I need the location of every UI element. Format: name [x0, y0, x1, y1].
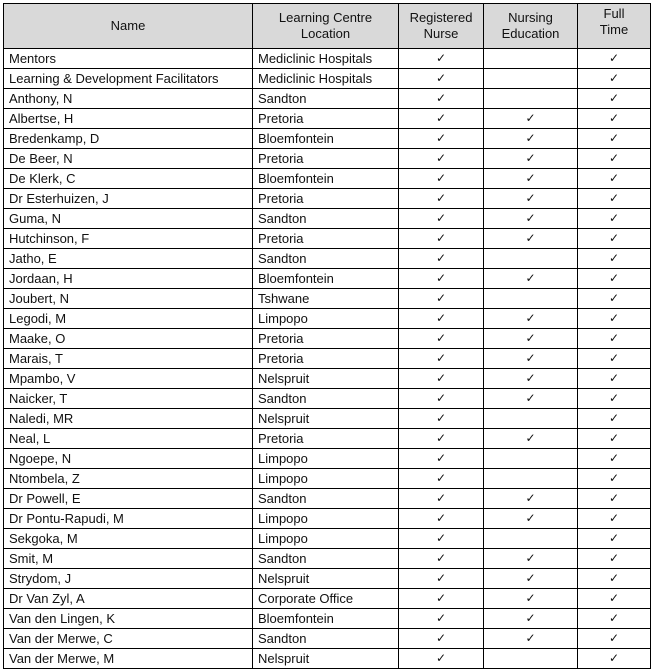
cell-registered-nurse [399, 609, 484, 629]
checkmark-icon: ✓ [525, 311, 536, 325]
checkmark-icon: ✓ [435, 451, 447, 465]
cell-full-time [578, 109, 651, 129]
cell-name: Mpambo, V [4, 369, 253, 389]
cell-name: Albertse, H [4, 109, 253, 129]
checkmark-icon: ✓ [525, 231, 536, 245]
table-row [4, 609, 651, 629]
checkmark-icon: ✓ [608, 331, 620, 345]
cell-full-time [578, 449, 651, 469]
checkmark-icon: ✓ [525, 191, 536, 205]
table-row [4, 89, 651, 109]
table-row [4, 549, 651, 569]
checkmark-icon: ✓ [435, 651, 447, 665]
cell-registered-nurse [399, 389, 484, 409]
checkmark-icon: ✓ [525, 131, 536, 145]
checkmark-icon: ✓ [435, 151, 447, 165]
checkmark-icon: ✓ [608, 111, 620, 125]
cell-location: Mediclinic Hospitals [253, 49, 399, 69]
cell-location: Pretoria [253, 109, 399, 129]
cell-name: Ngoepe, N [4, 449, 253, 469]
header-ne-line-2: Education [501, 26, 560, 41]
cell-nursing-education [484, 489, 578, 509]
checkmark-icon: ✓ [435, 591, 447, 605]
cell-nursing-education [484, 509, 578, 529]
checkmark-icon: ✓ [608, 191, 620, 205]
cell-location: Limpopo [253, 309, 399, 329]
cell-nursing-education [484, 629, 578, 649]
checkmark-icon: ✓ [608, 571, 620, 585]
cell-full-time [578, 69, 651, 89]
table-row [4, 449, 651, 469]
cell-registered-nurse [399, 329, 484, 349]
cell-full-time [578, 409, 651, 429]
table-row [4, 249, 651, 269]
cell-full-time [578, 629, 651, 649]
checkmark-icon: ✓ [435, 571, 447, 585]
checkmark-icon: ✓ [608, 251, 620, 265]
cell-nursing-education [484, 369, 578, 389]
cell-name: Sekgoka, M [4, 529, 253, 549]
cell-location: Nelspruit [253, 569, 399, 589]
cell-full-time [578, 649, 651, 669]
cell-nursing-education [484, 229, 578, 249]
cell-nursing-education [484, 329, 578, 349]
cell-full-time [578, 429, 651, 449]
checkmark-icon: ✓ [525, 271, 536, 285]
cell-registered-nurse [399, 629, 484, 649]
cell-registered-nurse [399, 249, 484, 269]
table-row [4, 569, 651, 589]
header-ne-line-1: Nursing [508, 10, 553, 25]
checkmark-icon: ✓ [608, 391, 620, 405]
checkmark-icon: ✓ [435, 251, 447, 265]
cell-location: Bloemfontein [253, 609, 399, 629]
table-header [4, 4, 651, 49]
cell-location: Sandton [253, 209, 399, 229]
checkmark-icon: ✓ [435, 331, 447, 345]
cell-location: Sandton [253, 89, 399, 109]
cell-nursing-education [484, 269, 578, 289]
cell-name: De Beer, N [4, 149, 253, 169]
checkmark-icon: ✓ [525, 571, 536, 585]
cell-registered-nurse [399, 409, 484, 429]
cell-nursing-education [484, 89, 578, 109]
cell-full-time [578, 389, 651, 409]
cell-name: Dr Esterhuizen, J [4, 189, 253, 209]
checkmark-icon: ✓ [525, 511, 536, 525]
cell-name: Maake, O [4, 329, 253, 349]
checkmark-icon: ✓ [608, 51, 620, 65]
checkmark-icon: ✓ [435, 471, 447, 485]
cell-location: Tshwane [253, 289, 399, 309]
checkmark-icon: ✓ [608, 511, 620, 525]
cell-nursing-education [484, 309, 578, 329]
cell-location: Limpopo [253, 509, 399, 529]
cell-registered-nurse [399, 569, 484, 589]
checkmark-icon: ✓ [435, 131, 447, 145]
cell-name: Van der Merwe, C [4, 629, 253, 649]
checkmark-icon: ✓ [435, 91, 447, 105]
cell-registered-nurse [399, 149, 484, 169]
checkmark-icon: ✓ [435, 411, 447, 425]
cell-location: Sandton [253, 629, 399, 649]
table-row [4, 329, 651, 349]
cell-nursing-education [484, 249, 578, 269]
cell-location: Limpopo [253, 529, 399, 549]
table-row [4, 69, 651, 89]
checkmark-icon: ✓ [608, 211, 620, 225]
cell-full-time [578, 229, 651, 249]
cell-registered-nurse [399, 549, 484, 569]
cell-registered-nurse [399, 69, 484, 89]
cell-nursing-education [484, 149, 578, 169]
cell-location: Sandton [253, 389, 399, 409]
checkmark-icon: ✓ [435, 111, 447, 125]
checkmark-icon: ✓ [525, 371, 536, 385]
cell-name: Naicker, T [4, 389, 253, 409]
checkmark-icon: ✓ [435, 211, 447, 225]
cell-location: Limpopo [253, 449, 399, 469]
cell-registered-nurse [399, 189, 484, 209]
checkmark-icon: ✓ [525, 391, 536, 405]
checkmark-icon: ✓ [525, 151, 536, 165]
cell-full-time [578, 349, 651, 369]
cell-name: Smit, M [4, 549, 253, 569]
cell-location: Sandton [253, 549, 399, 569]
cell-name: Guma, N [4, 209, 253, 229]
cell-full-time [578, 189, 651, 209]
checkmark-icon: ✓ [435, 371, 447, 385]
cell-registered-nurse [399, 129, 484, 149]
table-row [4, 629, 651, 649]
checkmark-icon: ✓ [435, 71, 447, 85]
table-row [4, 369, 651, 389]
cell-full-time [578, 569, 651, 589]
cell-nursing-education [484, 569, 578, 589]
checkmark-icon: ✓ [608, 171, 620, 185]
table-row [4, 489, 651, 509]
checkmark-icon: ✓ [608, 531, 620, 545]
table-row [4, 149, 651, 169]
cell-registered-nurse [399, 509, 484, 529]
cell-nursing-education [484, 389, 578, 409]
cell-registered-nurse [399, 529, 484, 549]
checkmark-icon: ✓ [435, 631, 447, 645]
checkmark-icon: ✓ [435, 171, 447, 185]
cell-nursing-education [484, 409, 578, 429]
cell-registered-nurse [399, 469, 484, 489]
cell-name: Strydom, J [4, 569, 253, 589]
cell-name: Hutchinson, F [4, 229, 253, 249]
cell-location: Sandton [253, 489, 399, 509]
checkmark-icon: ✓ [435, 271, 447, 285]
cell-full-time [578, 529, 651, 549]
cell-full-time [578, 309, 651, 329]
cell-nursing-education [484, 289, 578, 309]
table-row [4, 309, 651, 329]
cell-location: Limpopo [253, 469, 399, 489]
checkmark-icon: ✓ [435, 551, 447, 565]
cell-name: Ntombela, Z [4, 469, 253, 489]
checkmark-icon: ✓ [435, 491, 447, 505]
cell-location: Pretoria [253, 329, 399, 349]
checkmark-icon: ✓ [435, 531, 447, 545]
cell-full-time [578, 549, 651, 569]
cell-full-time [578, 329, 651, 349]
cell-name: Dr Van Zyl, A [4, 589, 253, 609]
column-header-full-time [578, 4, 651, 49]
cell-name: Neal, L [4, 429, 253, 449]
cell-full-time [578, 369, 651, 389]
cell-registered-nurse [399, 109, 484, 129]
checkmark-icon: ✓ [608, 91, 620, 105]
checkmark-icon: ✓ [608, 451, 620, 465]
cell-location: Bloemfontein [253, 129, 399, 149]
table-row [4, 129, 651, 149]
cell-name: Van den Lingen, K [4, 609, 253, 629]
cell-full-time [578, 489, 651, 509]
table-body [4, 49, 651, 669]
table-row [4, 229, 651, 249]
cell-registered-nurse [399, 369, 484, 389]
checkmark-icon: ✓ [608, 131, 620, 145]
header-row [4, 4, 651, 49]
cell-name: Bredenkamp, D [4, 129, 253, 149]
table-row [4, 469, 651, 489]
cell-full-time [578, 589, 651, 609]
header-ft-line-1: Full [603, 6, 625, 21]
table-row [4, 429, 651, 449]
checkmark-icon: ✓ [525, 351, 536, 365]
header-location-line-2: Location [300, 26, 351, 41]
cell-registered-nurse [399, 589, 484, 609]
checkmark-icon: ✓ [525, 171, 536, 185]
cell-full-time [578, 469, 651, 489]
cell-name: Dr Pontu-Rapudi, M [4, 509, 253, 529]
cell-full-time [578, 269, 651, 289]
cell-name: Joubert, N [4, 289, 253, 309]
cell-nursing-education [484, 169, 578, 189]
cell-nursing-education [484, 349, 578, 369]
cell-registered-nurse [399, 49, 484, 69]
checkmark-icon: ✓ [608, 151, 620, 165]
table-row [4, 349, 651, 369]
cell-name: Jordaan, H [4, 269, 253, 289]
checkmark-icon: ✓ [608, 611, 620, 625]
header-rn-line-2: Nurse [423, 26, 459, 41]
cell-nursing-education [484, 429, 578, 449]
cell-nursing-education [484, 549, 578, 569]
cell-registered-nurse [399, 89, 484, 109]
cell-name: Dr Powell, E [4, 489, 253, 509]
cell-location: Pretoria [253, 349, 399, 369]
cell-nursing-education [484, 449, 578, 469]
table-row [4, 509, 651, 529]
table-row [4, 409, 651, 429]
checkmark-icon: ✓ [435, 391, 447, 405]
cell-name: Jatho, E [4, 249, 253, 269]
staff-roster-table [3, 3, 651, 669]
cell-name: Learning & Development Facilitators [4, 69, 253, 89]
cell-registered-nurse [399, 649, 484, 669]
cell-nursing-education [484, 189, 578, 209]
checkmark-icon: ✓ [435, 611, 447, 625]
cell-name: Marais, T [4, 349, 253, 369]
checkmark-icon: ✓ [435, 431, 447, 445]
table-row [4, 529, 651, 549]
checkmark-icon: ✓ [608, 471, 620, 485]
header-ft-line-2: Time [599, 22, 629, 37]
checkmark-icon: ✓ [608, 431, 620, 445]
table-row [4, 189, 651, 209]
cell-nursing-education [484, 129, 578, 149]
cell-full-time [578, 209, 651, 229]
checkmark-icon: ✓ [525, 431, 536, 445]
cell-full-time [578, 129, 651, 149]
cell-name: Van der Merwe, M [4, 649, 253, 669]
table-row [4, 649, 651, 669]
table-row [4, 209, 651, 229]
cell-registered-nurse [399, 229, 484, 249]
checkmark-icon: ✓ [435, 311, 447, 325]
cell-nursing-education [484, 609, 578, 629]
cell-location: Nelspruit [253, 409, 399, 429]
column-header-name [4, 4, 253, 49]
cell-location: Pretoria [253, 429, 399, 449]
cell-registered-nurse [399, 429, 484, 449]
cell-full-time [578, 149, 651, 169]
checkmark-icon: ✓ [525, 211, 536, 225]
checkmark-icon: ✓ [435, 351, 447, 365]
cell-location: Pretoria [253, 149, 399, 169]
checkmark-icon: ✓ [608, 591, 620, 605]
checkmark-icon: ✓ [608, 231, 620, 245]
header-name-label: Name [110, 18, 146, 33]
header-location-line-1: Learning Centre [278, 10, 373, 25]
checkmark-icon: ✓ [525, 591, 536, 605]
checkmark-icon: ✓ [525, 111, 536, 125]
checkmark-icon: ✓ [608, 651, 620, 665]
checkmark-icon: ✓ [608, 271, 620, 285]
column-header-location [253, 4, 399, 49]
checkmark-icon: ✓ [608, 371, 620, 385]
checkmark-icon: ✓ [608, 551, 620, 565]
cell-full-time [578, 609, 651, 629]
cell-name: Legodi, M [4, 309, 253, 329]
checkmark-icon: ✓ [608, 311, 620, 325]
cell-location: Pretoria [253, 229, 399, 249]
cell-location: Mediclinic Hospitals [253, 69, 399, 89]
table-row [4, 269, 651, 289]
cell-name: Mentors [4, 49, 253, 69]
cell-nursing-education [484, 49, 578, 69]
cell-location: Nelspruit [253, 649, 399, 669]
cell-full-time [578, 509, 651, 529]
cell-location: Pretoria [253, 189, 399, 209]
cell-full-time [578, 49, 651, 69]
checkmark-icon: ✓ [608, 631, 620, 645]
cell-name: Anthony, N [4, 89, 253, 109]
checkmark-icon: ✓ [608, 291, 620, 305]
checkmark-icon: ✓ [435, 511, 447, 525]
column-header-registered-nurse [399, 4, 484, 49]
checkmark-icon: ✓ [608, 71, 620, 85]
cell-nursing-education [484, 69, 578, 89]
table-row [4, 389, 651, 409]
cell-registered-nurse [399, 269, 484, 289]
header-rn-line-1: Registered [409, 10, 473, 25]
table-row [4, 589, 651, 609]
cell-registered-nurse [399, 349, 484, 369]
cell-name: De Klerk, C [4, 169, 253, 189]
cell-full-time [578, 89, 651, 109]
cell-name: Naledi, MR [4, 409, 253, 429]
checkmark-icon: ✓ [525, 611, 536, 625]
table-row [4, 49, 651, 69]
cell-location: Sandton [253, 249, 399, 269]
checkmark-icon: ✓ [435, 51, 447, 65]
cell-nursing-education [484, 469, 578, 489]
cell-registered-nurse [399, 289, 484, 309]
cell-nursing-education [484, 209, 578, 229]
cell-full-time [578, 289, 651, 309]
checkmark-icon: ✓ [608, 351, 620, 365]
checkmark-icon: ✓ [435, 291, 447, 305]
cell-nursing-education [484, 529, 578, 549]
table-row [4, 289, 651, 309]
cell-registered-nurse [399, 449, 484, 469]
cell-nursing-education [484, 649, 578, 669]
cell-nursing-education [484, 589, 578, 609]
cell-location: Bloemfontein [253, 169, 399, 189]
checkmark-icon: ✓ [435, 231, 447, 245]
cell-registered-nurse [399, 169, 484, 189]
column-header-nursing-education [484, 4, 578, 49]
cell-registered-nurse [399, 209, 484, 229]
cell-location: Nelspruit [253, 369, 399, 389]
cell-full-time [578, 169, 651, 189]
cell-registered-nurse [399, 309, 484, 329]
checkmark-icon: ✓ [608, 491, 620, 505]
cell-location: Bloemfontein [253, 269, 399, 289]
checkmark-icon: ✓ [525, 631, 536, 645]
checkmark-icon: ✓ [525, 491, 536, 505]
cell-registered-nurse [399, 489, 484, 509]
cell-full-time [578, 249, 651, 269]
checkmark-icon: ✓ [525, 551, 536, 565]
cell-nursing-education [484, 109, 578, 129]
checkmark-icon: ✓ [525, 331, 536, 345]
cell-location: Corporate Office [253, 589, 399, 609]
checkmark-icon: ✓ [608, 411, 620, 425]
table-row [4, 109, 651, 129]
table-row [4, 169, 651, 189]
checkmark-icon: ✓ [435, 191, 447, 205]
